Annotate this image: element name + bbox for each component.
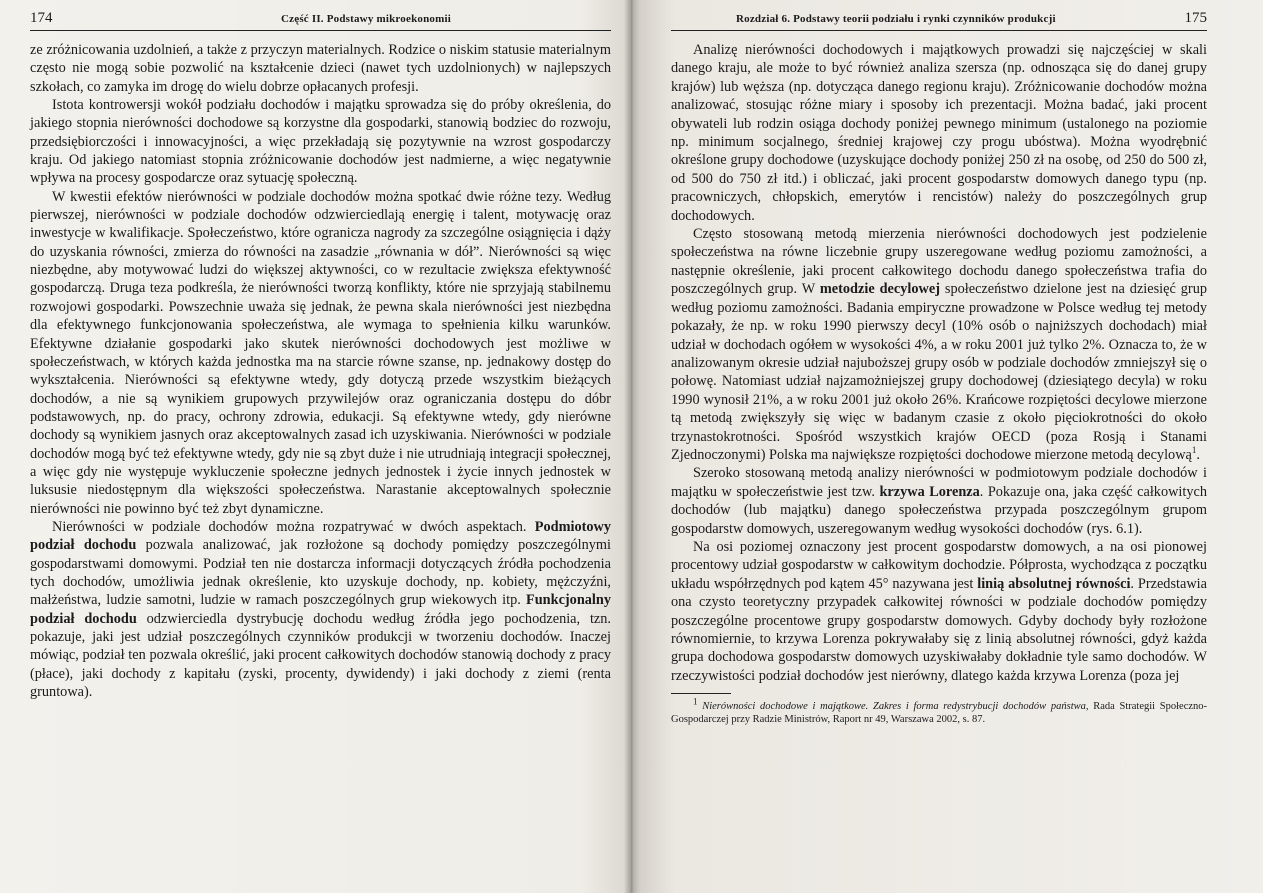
paragraph: Często stosowaną metodą mierzenia nierówności dochodowych jest podzielenie społeczeństwa na równe liczebnie grupy uszeregowane według poziomu zamożności, a następnie określenie, jaki procent całkowitego dochodu danego społeczeństwa trafia do poszczególnych grup. W metodzie decylowej społeczeństwo dzielone jest na dziesięć grup według poziomu zamożności. Badania empiryczne prowadzone w Polsce według tej metody pokazały, że np. w roku 1990 pierwszy decyl (10% osób o najniższych dochodach) miał udział w dochodach ogółem w wysokości 4%, a w roku 2001 już tylko 2%. Oznacza to, że w analizowanym okresie udział najuboższej grupy osób w podziale dochodów zmniejszył się o połowę. Natomiast udział najzamożniejszej grupy dochodowej (dziesiątego decyla) w roku 1990 wynosił 21%, a w roku 2001 już około 26%. Krańcowe rozpiętości decylowe mierzone tą metodą zwiększyły się więc w badanym czasie z około pięciokrotności do około trzynastokrotności. Spośród wszystkich krajów OECD (poza Rosją i Stanami Zjednoczonymi) Polska ma największe rozpiętości dochodowe mierzone metodą decylową$^1$. — [671, 226, 1207, 463]
footnote — [671, 696, 1208, 726]
paragraph: Analizę nierówności dochodowych i majątkowych prowadzi się najczęściej w skali danego kraju, ale może to być również analiza szersza (np. odnosząca się do danej grupy krajów) lub węższa (np. dotycząca danego regionu kraju). Zróżnicowanie dochodów można analizować, stosując różne miary i sposoby ich prezentacji. Można badać, jaki procent obywateli lub rodzin osiąga dochody poniżej pewnego minimum (ustalonego na poziomie np. minimum socjalnego, średniej krajowej czy progu ubóstwa). Można wyodrębnić określone grupy dochodowe (uzyskujące dochody poniżej 250 zł na osobę, od 250 do 500 zł, od 500 do 750 zł itd.) i obliczać, jaki procent gospodarstw domowych danego typu (np. pracowniczych, chłopskich, emerytów i rencistów) należy do poszczególnych grup dochodowych. — [671, 42, 1207, 224]
right-page — [631, 0, 1263, 893]
right-page-body — [671, 41, 1207, 685]
paragraph: Na osi poziomej oznaczony jest procent gospodarstw domowych, a na osi pionowej procentowy udział gospodarstw w całkowitym dochodzie. Półprosta, wychodząca z początku układu współrzędnych pod kątem 45° nazywana jest linią absolutnej równości. Przedstawia ona czysto teoretyczny przypadek całkowitej równości w podziale dochodów pomiędzy poszczególne procentowe grupy gospodarstw domowych. Gdyby dochody były rozłożone równomiernie, to krzywa Lorenza pokrywałaby się z linią absolutnej równości, gdyż każda grupa dochodowa gospodarstw domowych uzyskiwałaby dokładnie tyle samo dochodów. W rzeczywistości podział dochodów jest nierówny, dlatego każda krzywa Lorenza (poza jej — [671, 538, 1207, 684]
left-page — [0, 0, 631, 893]
page-number: 175 — [1184, 10, 1207, 26]
footnote-text: $^1$ Nierówności dochodowe i majątkowe. Zakres i forma redystrybucji dochodów państwa, Rada Strategii Społeczno-Gospodarczej przy Radzie Ministrów, Raport nr 49, Warszawa 2002, s. 87. — [671, 696, 1208, 726]
page-number: 174 — [30, 10, 53, 26]
running-head-right — [671, 10, 1207, 31]
left-page-body — [30, 41, 611, 701]
paragraph: Szeroko stosowaną metodą analizy nierówności w podmiotowym podziale dochodów i majątku w społeczeństwie jest tzw. krzywa Lorenza. Pokazuje ona, jaka część całkowitych dochodów (lub majątku) danego społeczeństwa przypada poszczególnym grupom gospodarstw domowych, uszeregowanym według wysokości dochodów (rys. 6.1). — [671, 465, 1208, 537]
footnote-rule — [671, 693, 731, 694]
book-gutter — [624, 0, 640, 893]
running-head-title: Część II. Podstawy mikroekonomii — [281, 13, 451, 25]
running-head-title: Rozdział 6. Podstawy teorii podziału i rynki czynników produkcji — [736, 13, 1056, 25]
paragraph: Nierówności w podziale dochodów można rozpatrywać w dwóch aspektach. Podmiotowy podział dochodu pozwala analizować, jak rozłożone są dochody pomiędzy poszczególnymi gospodarstwami domowymi. Podział ten nie dostarcza informacji dotyczących źródła pochodzenia tych dochodów, umożliwia jednak określenie, kto uzyskuje dochody, np. kobiety, mężczyźni, małżeństwa, ludzie samotni, ludzie w ramach poszczególnych grup wiekowych itp. Funkcjonalny podział dochodu odzwierciedla dystrybucję dochodu według źródła jego pochodzenia, tzn. pokazuje, jaki jest udział poszczególnych czynników produkcji w tworzeniu dochodów. Inaczej mówiąc, podział ten pozwala określić, jaki procent całkowitych dochodów stanowią dochody z pracy (płace), jaki dochody z kapitału (zyski, procenty, dywidendy) i jaki dochody z ziemi (renta gruntowa). — [30, 518, 611, 701]
paragraph: Istota kontrowersji wokół podziału dochodów i majątku sprowadza się do próby określenia, do jakiego stopnia nierówności dochodowe są korzystne dla gospodarki, stanowią bodziec do rozwoju, przedsiębiorczości i innowacyjności, a więc przekładają się pozytywnie na wzrost gospodarczy kraju. Od jakiego natomiast stopnia zróżnicowanie dochodów jest nadmierne, a więc negatywnie wpływa na procesy gospodarcze oraz sytuację społeczną. — [30, 97, 611, 187]
running-head-left — [30, 10, 611, 31]
paragraph: ze zróżnicowania uzdolnień, a także z przyczyn materialnych. Rodzice o niskim statusie materialnym często nie mogą sobie pozwolić na kształcenie dzieci (nawet tych uzdolnionych) w najlepszych szkołach, co zamyka im drogę do wielu dobrze opłacanych profesji. — [30, 42, 611, 95]
paragraph: W kwestii efektów nierówności w podziale dochodów można spotkać dwie różne tezy. Według pierwszej, nierówności w podziale dochodów odzwierciedlają energię i talent, motywację oraz inwestycje w kwalifikacje. Społeczeństwo, które ogranicza nagrody za szczególne osiągnięcia i dąży do uzyskania równości, zmierza do równości na zasadzie „równania w dół”. Nierówności są więc niezbędne, aby motywować ludzi do większej aktywności, co w rezultacie zwiększa efektywność gospodarczą. Druga teza podkreśla, że nierówności tworzą konflikty, które nie sprzyjają stabilnemu rozwojowi gospodarki. Powszechnie uważa się jednak, że pewna skala nierówności jest niezbędna dla efektywnego funkcjonowania społeczeństwa, ale wymaga to spełnienia kilku warunków. Efektywne działanie gospodarki jako skutek nierówności dochodowych jest możliwe w społeczeństwach, w których każda jednostka ma na starcie równe szanse, np. jednakowy dostęp do wykształcenia. Nierówności są efektywne wtedy, gdy dotyczą przede wszystkim bieżących dochodów, a nie są wynikiem grupowych przywilejów oraz ograniczania dostępu do dóbr podstawowych, np. do pracy, ochrony zdrowia, edukacji. Są efektywne wtedy, gdy nierówne dochody są wynikiem jasnych oraz akceptowalnych zasad ich uzyskiwania. Nierówności w podziale dochodów mogą być też efektywne wtedy, gdy nie są zbyt duże i nie utrudniają integracji społecznej, a więc gdy nie występuje wykluczenie społeczne jednych jednostek i życie innych jednostek w luksusie niedostępnym dla większości społeczeństwa. Narastanie akceptowalnych społecznie nierówności nie powinno być też zbyt dynamiczne. — [30, 188, 611, 517]
